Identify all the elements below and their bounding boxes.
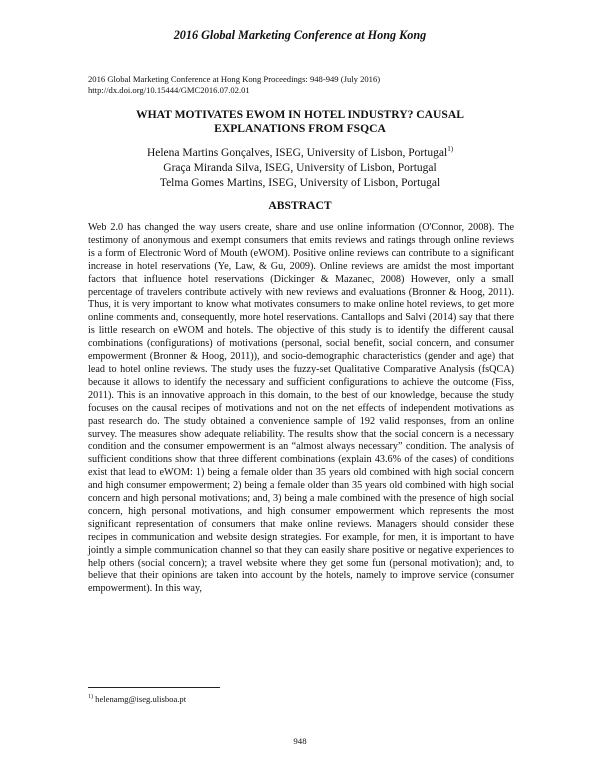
author-affiliation: Graça Miranda Silva, ISEG, University of Lisbon, Portugal <box>163 162 437 174</box>
footnote <box>88 694 388 704</box>
author-line <box>60 146 540 161</box>
running-head: 2016 Global Marketing Conference at Hong Kong <box>173 28 427 42</box>
abstract-body: Web 2.0 has changed the way users create, share and use online information (O'Connor, 2008). The testimony of anonymous and exempt consumers that emits reviews and ratings through online reviews is a form of Electronic Word of Mouth (eWOM). Positive online reviews can contribute to a significant increase in hotel reservations (Ye, Law, & Gu, 2009). Online reviews are amidst the most important factors that influence hotel reservations (Dickinger & Mazanec, 2008) However, only a small percentage of travelers contribute actively with new reviews and evaluations (Bronner & Hoog, 2011). Thus, it is very important to know what motivates consumers to make online hotel reviews, to get more online comments and, consequently, more hotel reservations. Cantallops and Salvi (2014) say that there is little research on eWOM and hotels. The objective of this study is to identify the different causal combinations (configurations) of motivations (personal, social benefit, social concern, and consumer empowerment (Bronner & Hoog, 2011)), and socio-demographic characteristics (gender and age) that lead to hotel online reviews. The study uses the fuzzy-set Qualitative Comparative Analysis (fsQCA) because it allows to identify the necessary and sufficient configurations to achieve the outcome (Fiss, 2011). This is an innovative approach in this domain, to the best of our knowledge, because the study focuses on the causal recipes of motivations and not on the net effects of independent motivations as past research do. The study obtained a convenience sample of 192 valid responses, from an online survey. The measures show adequate reliability. The results show that the social concern is a necessary condition and the consumer empowerment is an “almost always necessary” condition. The analysis of sufficient conditions show that three different combinations (explain 43.6% of the cases) of conditions exist that lead to eWOM: 1) being a female older than 35 years old combined with high social concern and high consumer empowerment; 2) being a female older than 35 years old combined with high social concern and high personal motivations; and, 3) being a male combined with the presence of high social concern, high personal motivations, and high consumer empowerment which represents the most significant representation of consumers that make online reviews. Managers should consider these recipes in communication and website design strategies. For example, for men, it is important to have jointly a simple communication channel so that they can easily share positive or negative experiences to help others (social concern); a travel website where they get some fun (personal motivation); and, to believe that their opinions are taken into account by the hotels, namely to improve service (consumer empowerment). In this way, <box>88 222 514 595</box>
doi-link[interactable]: http://dx.doi.org/10.15444/GMC2016.07.02.01 <box>88 85 250 95</box>
footnote-email: helenamg@iseg.ulisboa.pt <box>93 694 187 704</box>
author-line <box>60 176 540 191</box>
abstract-heading: ABSTRACT <box>268 199 332 212</box>
author-list <box>60 146 540 191</box>
author-affiliation: Helena Martins Gonçalves, ISEG, University of Lisbon, Portugal <box>146 147 448 159</box>
footnote-mark: 1) <box>88 694 93 700</box>
paper-title <box>60 108 540 136</box>
author-affiliation: Telma Gomes Martins, ISEG, University of Lisbon, Portugal <box>159 177 441 189</box>
proceedings-line: 2016 Global Marketing Conference at Hong Kong Proceedings: 948-949 (July 2016) <box>88 74 381 84</box>
title-line-1: WHAT MOTIVATES EWOM IN HOTEL INDUSTRY? CAUSAL <box>136 108 464 121</box>
page-number: 948 <box>293 736 307 746</box>
title-line-2: EXPLANATIONS FROM FSQCA <box>214 122 386 135</box>
footnote-marker: 1) <box>447 145 454 153</box>
author-line <box>60 161 540 176</box>
citation-block <box>88 74 518 96</box>
footnote-divider <box>88 687 220 688</box>
